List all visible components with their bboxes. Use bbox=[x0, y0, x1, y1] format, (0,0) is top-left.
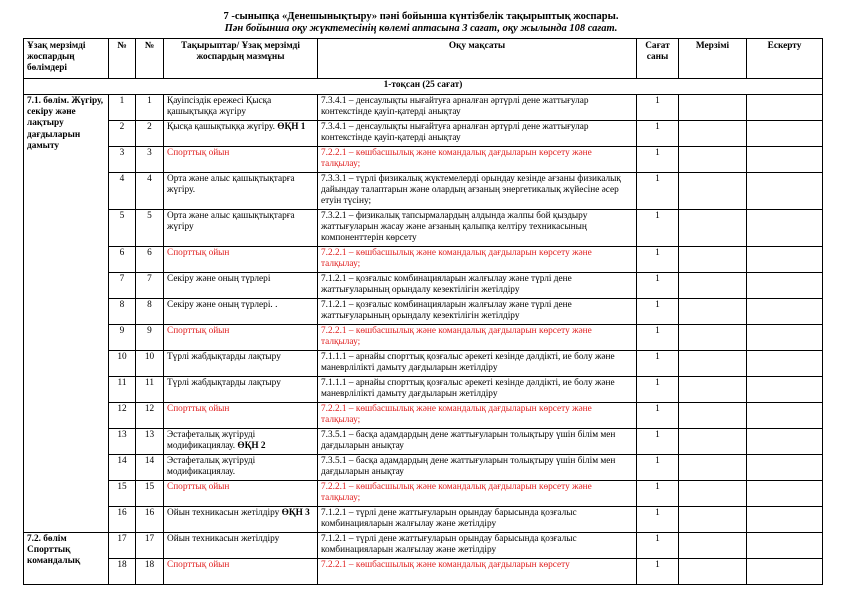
goal-cell: 7.1.2.1 – қозғалыс комбинацияларын жалғылау және түрлі дене жаттығуларының орындалу кезектілігін жетілдіру bbox=[318, 299, 637, 325]
goal-cell: 7.2.2.1 – көшбасшылық және командалық дағдыларын көрсету және талқылау; bbox=[318, 325, 637, 351]
note-cell bbox=[747, 559, 823, 585]
topic-cell bbox=[164, 121, 318, 147]
goal-cell: 7.1.2.1 – түрлі дене жаттығуларын орындау барысында қозғалыс комбинацияларын жалғылау және жетілдіру bbox=[318, 533, 637, 559]
topic-text: Орта және алыс қашықтықтарға жүгіру bbox=[167, 211, 295, 233]
row-number: 18 bbox=[109, 559, 136, 585]
topic-text: Қауіпсіздік ережесі Қысқа қашықтыққа жүгіру bbox=[167, 96, 272, 118]
date-cell bbox=[679, 351, 747, 377]
note-cell bbox=[747, 351, 823, 377]
topic-cell bbox=[164, 95, 318, 121]
topic-cell bbox=[164, 377, 318, 403]
table-row bbox=[24, 299, 823, 325]
column-header-hours: Сағат саны bbox=[637, 39, 679, 79]
assessment-label: ӨҚН 1 bbox=[277, 122, 306, 132]
goal-cell: 7.3.4.1 – денсаулықты нығайтуға арналған әртүрлі дене жаттығулар контекстінде қауіп-қатерді анықтау bbox=[318, 95, 637, 121]
column-header-date: Мерзімі bbox=[679, 39, 747, 79]
topic-text: Спорттық ойын bbox=[167, 148, 230, 158]
hours-cell: 1 bbox=[637, 147, 679, 173]
row-number: 15 bbox=[109, 481, 136, 507]
note-cell bbox=[747, 95, 823, 121]
lesson-number: 2 bbox=[136, 121, 164, 147]
topic-cell bbox=[164, 173, 318, 210]
date-cell bbox=[679, 147, 747, 173]
table-row bbox=[24, 210, 823, 247]
date-cell bbox=[679, 559, 747, 585]
table-row bbox=[24, 121, 823, 147]
note-cell bbox=[747, 429, 823, 455]
note-cell bbox=[747, 507, 823, 533]
semester-row bbox=[24, 79, 823, 95]
note-cell bbox=[747, 325, 823, 351]
hours-cell: 1 bbox=[637, 247, 679, 273]
column-header-num1: № bbox=[109, 39, 136, 79]
note-cell bbox=[747, 481, 823, 507]
date-cell bbox=[679, 377, 747, 403]
hours-cell: 1 bbox=[637, 121, 679, 147]
topic-cell bbox=[164, 147, 318, 173]
date-cell bbox=[679, 210, 747, 247]
goal-cell: 7.2.2.1 – көшбасшылық және командалық дағдыларын көрсету bbox=[318, 559, 637, 585]
row-number: 4 bbox=[109, 173, 136, 210]
goal-cell: 7.1.2.1 – қозғалыс комбинацияларын жалғылау және түрлі дене жаттығуларының орындалу кезектілігін жетілдіру bbox=[318, 273, 637, 299]
goal-cell: 7.3.3.1 – түрлі физикалық жүктемелерді орындау кезінде ағзаны физикалық дайындау талаптарын және олардың ағзаның энергетикалық жүйесіне әсер етуін түсіну; bbox=[318, 173, 637, 210]
goal-cell: 7.2.2.1 – көшбасшылық және командалық дағдыларын көрсету және талқылау; bbox=[318, 403, 637, 429]
hours-cell: 1 bbox=[637, 455, 679, 481]
row-number: 8 bbox=[109, 299, 136, 325]
table-row bbox=[24, 273, 823, 299]
hours-cell: 1 bbox=[637, 273, 679, 299]
lesson-number: 11 bbox=[136, 377, 164, 403]
topic-text: Түрлі жабдықтарды лақтыру bbox=[167, 352, 281, 362]
topic-cell bbox=[164, 429, 318, 455]
row-number: 12 bbox=[109, 403, 136, 429]
table-row bbox=[24, 481, 823, 507]
column-header-goal: Оқу мақсаты bbox=[318, 39, 637, 79]
section-cell: 7.2. бөлім Спорттық командалық bbox=[24, 533, 109, 585]
note-cell bbox=[747, 210, 823, 247]
topic-text: Эстафеталық жүгіруді модификациялау. bbox=[167, 430, 256, 452]
topic-text: Спорттық ойын bbox=[167, 248, 230, 258]
date-cell bbox=[679, 247, 747, 273]
date-cell bbox=[679, 299, 747, 325]
topic-text: Секіру және оның түрлері. . bbox=[167, 300, 278, 310]
date-cell bbox=[679, 273, 747, 299]
lesson-number: 8 bbox=[136, 299, 164, 325]
row-number: 10 bbox=[109, 351, 136, 377]
lesson-number: 3 bbox=[136, 147, 164, 173]
topic-text: Түрлі жабдықтарды лақтыру bbox=[167, 378, 281, 388]
hours-cell: 1 bbox=[637, 95, 679, 121]
lesson-number: 4 bbox=[136, 173, 164, 210]
row-number: 16 bbox=[109, 507, 136, 533]
assessment-label: ӨҚН 3 bbox=[281, 508, 310, 518]
goal-cell: 7.2.2.1 – көшбасшылық және командалық дағдыларын көрсету және талқылау; bbox=[318, 481, 637, 507]
topic-text: Эстафеталық жүгіруді модификациялау. bbox=[167, 456, 256, 478]
date-cell bbox=[679, 455, 747, 481]
topic-cell bbox=[164, 481, 318, 507]
topic-text: Спорттық ойын bbox=[167, 404, 230, 414]
lesson-number: 15 bbox=[136, 481, 164, 507]
date-cell bbox=[679, 173, 747, 210]
date-cell bbox=[679, 403, 747, 429]
goal-cell: 7.2.2.1 – көшбасшылық және командалық дағдыларын көрсету және талқылау; bbox=[318, 147, 637, 173]
lesson-number: 16 bbox=[136, 507, 164, 533]
note-cell bbox=[747, 173, 823, 210]
date-cell bbox=[679, 533, 747, 559]
row-number: 3 bbox=[109, 147, 136, 173]
table-row bbox=[24, 351, 823, 377]
note-cell bbox=[747, 533, 823, 559]
lesson-number: 12 bbox=[136, 403, 164, 429]
goal-cell: 7.3.5.1 – басқа адамдардың дене жаттығуларын толықтыру үшін білім мен дағдыларын анықтау bbox=[318, 455, 637, 481]
note-cell bbox=[747, 147, 823, 173]
goal-cell: 7.3.2.1 – физикалық тапсырмалардың алдында жалпы бой қыздыру жаттығуларын жасау және ағзаның қалыпқа келтіру техникасының компоненттерін көрсету bbox=[318, 210, 637, 247]
table-row bbox=[24, 429, 823, 455]
table-row bbox=[24, 325, 823, 351]
lesson-number: 5 bbox=[136, 210, 164, 247]
row-number: 1 bbox=[109, 95, 136, 121]
row-number: 17 bbox=[109, 533, 136, 559]
date-cell bbox=[679, 325, 747, 351]
table-row bbox=[24, 247, 823, 273]
note-cell bbox=[747, 247, 823, 273]
topic-cell bbox=[164, 455, 318, 481]
column-header-topic: Тақырыптар/ Ұзақ мерзімді жоспардың мазмұны bbox=[164, 39, 318, 79]
lesson-number: 18 bbox=[136, 559, 164, 585]
lesson-number: 17 bbox=[136, 533, 164, 559]
hours-cell: 1 bbox=[637, 403, 679, 429]
row-number: 13 bbox=[109, 429, 136, 455]
topic-text: Спорттық ойын bbox=[167, 482, 230, 492]
table-row bbox=[24, 403, 823, 429]
row-number: 2 bbox=[109, 121, 136, 147]
row-number: 5 bbox=[109, 210, 136, 247]
topic-cell bbox=[164, 403, 318, 429]
plan-table bbox=[23, 38, 823, 585]
note-cell bbox=[747, 377, 823, 403]
hours-cell: 1 bbox=[637, 533, 679, 559]
column-header-section: Ұзақ мерзімді жоспардың бөлімдері bbox=[24, 39, 109, 79]
note-cell bbox=[747, 121, 823, 147]
goal-cell: 7.1.2.1 – түрлі дене жаттығуларын орындау барысында қозғалыс комбинацияларын жалғылау және жетілдіру bbox=[318, 507, 637, 533]
table-row bbox=[24, 559, 823, 585]
lesson-number: 9 bbox=[136, 325, 164, 351]
hours-cell: 1 bbox=[637, 481, 679, 507]
row-number: 14 bbox=[109, 455, 136, 481]
date-cell bbox=[679, 429, 747, 455]
topic-cell bbox=[164, 507, 318, 533]
lesson-number: 10 bbox=[136, 351, 164, 377]
hours-cell: 1 bbox=[637, 210, 679, 247]
semester-label: 1-тоқсан (25 сағат) bbox=[24, 79, 823, 95]
topic-cell bbox=[164, 533, 318, 559]
row-number: 6 bbox=[109, 247, 136, 273]
hours-cell: 1 bbox=[637, 325, 679, 351]
hours-cell: 1 bbox=[637, 559, 679, 585]
goal-cell: 7.3.4.1 – денсаулықты нығайтуға арналған әртүрлі дене жаттығулар контекстінде қауіп-қатерді анықтау bbox=[318, 121, 637, 147]
topic-text: Ойын техникасын жетілдіру bbox=[167, 508, 280, 518]
column-header-num2: № bbox=[136, 39, 164, 79]
topic-cell bbox=[164, 210, 318, 247]
topic-cell bbox=[164, 299, 318, 325]
hours-cell: 1 bbox=[637, 299, 679, 325]
goal-cell: 7.1.1.1 – арнайы спорттық қозғалыс әрекеті кезінде дәлдікті, ие болу және маневрлілікті дамыту дағдыларын жетілдіру bbox=[318, 377, 637, 403]
lesson-number: 1 bbox=[136, 95, 164, 121]
topic-cell bbox=[164, 247, 318, 273]
hours-cell: 1 bbox=[637, 377, 679, 403]
topic-text: Орта және алыс қашықтықтарға жүгіру. bbox=[167, 174, 295, 196]
date-cell bbox=[679, 507, 747, 533]
table-row bbox=[24, 173, 823, 210]
page-title: 7 -сыныпқа «Денешынықтыру» пәні бойынша күнтізбелік тақырыптық жоспары. bbox=[223, 11, 619, 22]
column-header-note: Ескерту bbox=[747, 39, 823, 79]
section-cell: 7.1. бөлім. Жүгіру, секіру және лақтыру дағдыларын дамыту bbox=[24, 95, 109, 533]
goal-cell: 7.3.5.1 – басқа адамдардың дене жаттығуларын толықтыру үшін білім мен дағдыларын анықтау bbox=[318, 429, 637, 455]
topic-text: Қысқа қашықтыққа жүгіру. bbox=[167, 122, 275, 132]
hours-cell: 1 bbox=[637, 507, 679, 533]
note-cell bbox=[747, 273, 823, 299]
table-row bbox=[24, 533, 823, 559]
date-cell bbox=[679, 121, 747, 147]
table-row bbox=[24, 95, 823, 121]
goal-cell: 7.2.2.1 – көшбасшылық және командалық дағдыларын көрсету және талқылау; bbox=[318, 247, 637, 273]
hours-cell: 1 bbox=[637, 351, 679, 377]
topic-text: Ойын техникасын жетілдіру bbox=[167, 534, 280, 544]
topic-cell bbox=[164, 273, 318, 299]
topic-cell bbox=[164, 325, 318, 351]
date-cell bbox=[679, 481, 747, 507]
topic-text: Спорттық ойын bbox=[167, 560, 230, 570]
table-header-row bbox=[24, 39, 823, 79]
hours-cell: 1 bbox=[637, 429, 679, 455]
note-cell bbox=[747, 403, 823, 429]
assessment-label: ӨҚН 2 bbox=[237, 441, 266, 452]
topic-text: Спорттық ойын bbox=[167, 326, 230, 336]
note-cell bbox=[747, 455, 823, 481]
table-row bbox=[24, 377, 823, 403]
row-number: 7 bbox=[109, 273, 136, 299]
topic-text: Секіру және оның түрлері bbox=[167, 274, 271, 284]
lesson-number: 7 bbox=[136, 273, 164, 299]
topic-cell bbox=[164, 559, 318, 585]
row-number: 9 bbox=[109, 325, 136, 351]
lesson-number: 14 bbox=[136, 455, 164, 481]
table-row bbox=[24, 455, 823, 481]
date-cell bbox=[679, 95, 747, 121]
note-cell bbox=[747, 299, 823, 325]
table-row bbox=[24, 147, 823, 173]
lesson-number: 6 bbox=[136, 247, 164, 273]
page-subtitle: Пән бойынша оқу жүктемесінің көлемі аптасына 3 сағат, оқу жылында 108 сағат. bbox=[224, 23, 618, 34]
hours-cell: 1 bbox=[637, 173, 679, 210]
lesson-number: 13 bbox=[136, 429, 164, 455]
goal-cell: 7.1.1.1 – арнайы спорттық қозғалыс әрекеті кезінде дәлдікті, ие болу және маневрлілікті дамыту дағдыларын жетілдіру bbox=[318, 351, 637, 377]
topic-cell bbox=[164, 351, 318, 377]
row-number: 11 bbox=[109, 377, 136, 403]
table-row bbox=[24, 507, 823, 533]
